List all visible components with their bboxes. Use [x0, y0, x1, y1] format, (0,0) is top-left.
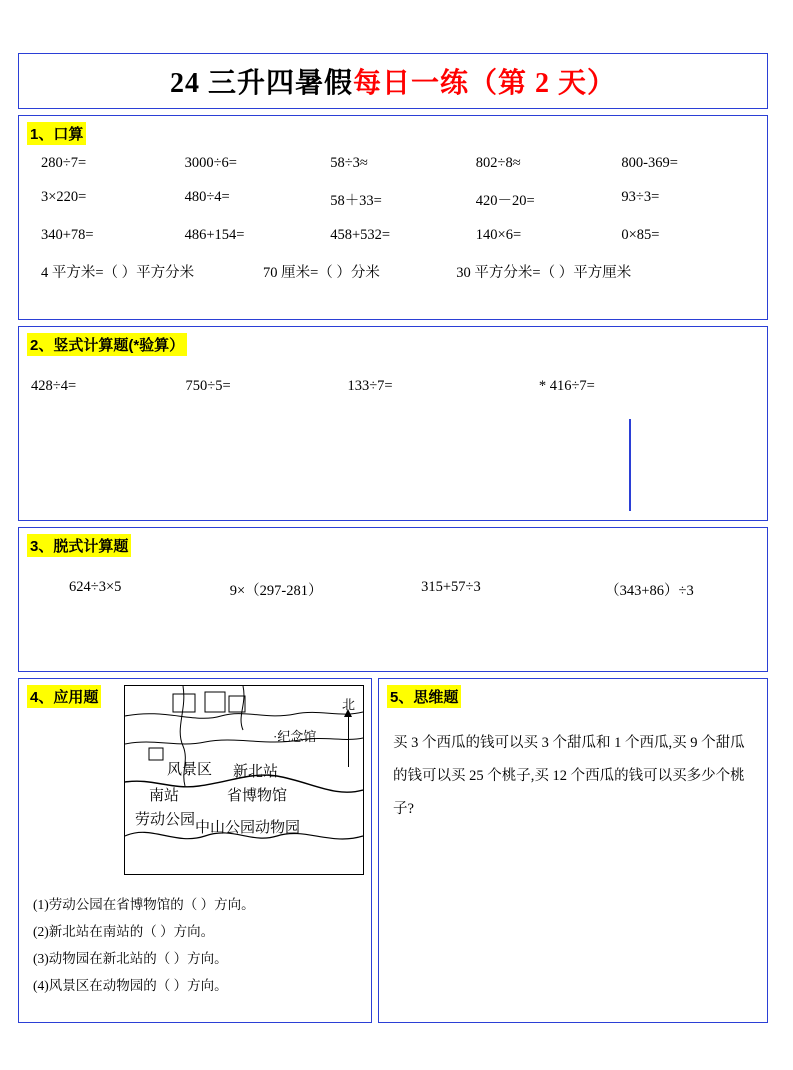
application-question: (1)劳动公园在省博物馆的（ ）方向。 [33, 897, 255, 912]
section-label-oral: 1、口算 [27, 122, 86, 145]
page-title [170, 61, 616, 101]
direction-map [124, 685, 364, 875]
oral-problem: 802÷8≈ [475, 155, 521, 171]
map-label-zoo: 中山公园动物园 [195, 820, 301, 836]
application-question: (4)风景区在动物园的（ ）方向。 [33, 978, 228, 993]
expression-problem-row [19, 579, 767, 600]
north-arrow-stem [348, 715, 349, 767]
north-label: 北 [341, 697, 355, 712]
section-label-expression: 3、脱式计算题 [27, 534, 131, 557]
oral-problem: 458+532= [330, 227, 391, 243]
section-vertical-calc [18, 326, 768, 521]
vertical-divider-line [629, 419, 631, 511]
oral-problem: 420－20= [475, 193, 535, 209]
expression-problem: （343+86）÷3 [605, 583, 694, 599]
oral-row [29, 155, 757, 172]
section-application [18, 678, 372, 1023]
expression-problem: 315+57÷3 [421, 579, 481, 595]
oral-problem: 340+78= [41, 227, 94, 243]
oral-problem: 800-369= [621, 155, 678, 171]
application-questions [33, 891, 255, 999]
map-label-xinbei-station: 新北站 [233, 764, 279, 780]
page-title-red: 每日一练（第 2 天） [353, 68, 617, 99]
vertical-problem: 750÷5= [185, 378, 231, 394]
application-question: (2)新北站在南站的（ ）方向。 [33, 924, 215, 939]
map-label-provincial-museum: 省博物馆 [227, 788, 288, 804]
section-label-vertical: 2、竖式计算题(*验算） [27, 333, 187, 356]
application-question: (3)动物园在新北站的（ ）方向。 [33, 951, 228, 966]
worksheet-title-box [18, 53, 768, 109]
unit-conversion-row [29, 261, 757, 282]
oral-row [29, 189, 757, 210]
map-label-south-station: 南站 [149, 788, 180, 804]
unit-conversion-item: 70 厘米=（ ）分米 [262, 265, 380, 281]
vertical-problem: 428÷4= [31, 378, 77, 394]
worksheet-sheet [18, 53, 768, 1029]
oral-problem: 3×220= [41, 189, 87, 205]
oral-problem: 480÷4= [184, 189, 230, 205]
map-label-memorial: ·纪念馆 [273, 729, 317, 744]
oral-problem: 58÷3≈ [330, 155, 368, 171]
map-label-scenic-area: 风景区 [167, 762, 213, 778]
oral-problem: 0×85= [621, 227, 660, 243]
section-oral-math [18, 115, 768, 320]
oral-problem: 486+154= [184, 227, 245, 243]
oral-problem: 280÷7= [41, 155, 87, 171]
unit-conversion-item: 4 平方米=（ ）平方分米 [41, 265, 195, 281]
section-label-application: 4、应用题 [27, 685, 101, 708]
section-expression-calc [18, 527, 768, 672]
section-thinking [378, 678, 768, 1023]
oral-math-grid [19, 155, 767, 282]
page-title-black: 24 三升四暑假 [169, 68, 353, 99]
oral-problem: 58＋33= [330, 193, 382, 209]
oral-problem: 140×6= [475, 227, 522, 243]
vertical-problem-row [19, 378, 767, 395]
map-label-labour-park: 劳动公园 [135, 812, 196, 828]
oral-problem: 3000÷6= [184, 155, 237, 171]
bottom-sections [18, 678, 768, 1029]
expression-problem: 624÷3×5 [69, 579, 122, 595]
oral-row [29, 227, 757, 244]
north-arrow-icon [342, 694, 355, 767]
unit-conversion-item: 30 平方分米=（ ）平方厘米 [456, 265, 632, 281]
vertical-problem: 133÷7= [347, 378, 393, 394]
section-label-thinking: 5、思维题 [387, 685, 461, 708]
thinking-problem-text: 买 3 个西瓜的钱可以买 3 个甜瓜和 1 个西瓜,买 9 个甜瓜的钱可以买 25 个桃子,买 12 个西瓜的钱可以买多少个桃子? [393, 735, 745, 817]
oral-problem: 93÷3= [621, 189, 660, 205]
vertical-problem: * 416÷7= [538, 378, 595, 394]
expression-problem: 9×（297-281） [229, 583, 323, 599]
